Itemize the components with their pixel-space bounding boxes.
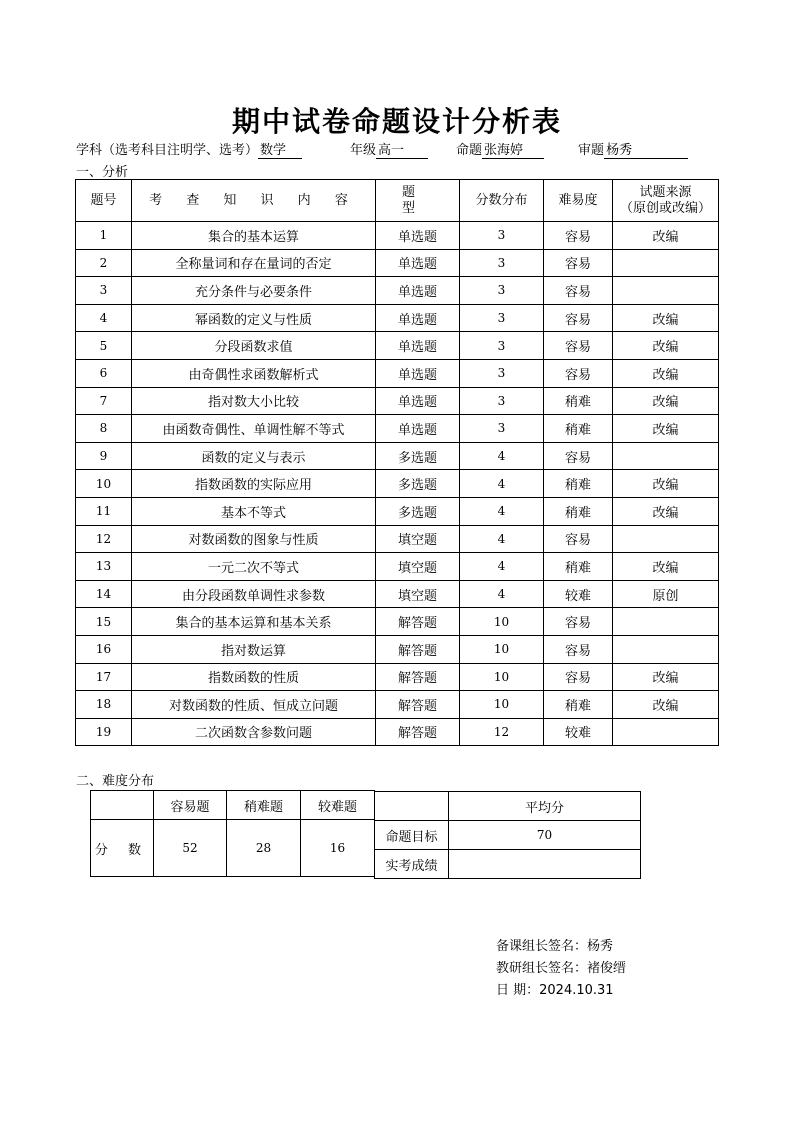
cell-type: 单选题 [376, 222, 460, 250]
table-row [76, 415, 719, 443]
header-source-line2: （原创或改编） [619, 200, 711, 216]
cell-score: 3 [460, 249, 544, 277]
table-row [76, 718, 719, 746]
difficulty-header-hard: 较难题 [301, 791, 375, 820]
cell-type: 单选题 [376, 332, 460, 360]
cell-type: 解答题 [376, 635, 460, 663]
cell-content: 指对数运算 [132, 635, 376, 663]
difficulty-value-medium: 28 [227, 820, 301, 877]
cell-content: 由函数奇偶性、单调性解不等式 [132, 415, 376, 443]
average-table [374, 791, 641, 879]
cell-difficulty: 容易 [544, 222, 613, 250]
average-corner-cell [375, 792, 449, 821]
analysis-body [76, 222, 719, 746]
cell-score: 10 [460, 635, 544, 663]
table-row [76, 332, 719, 360]
cell-difficulty: 稍难 [544, 387, 613, 415]
cell-content: 集合的基本运算 [132, 222, 376, 250]
cell-content: 由分段函数单调性求参数 [132, 580, 376, 608]
cell-source: 改编 [613, 691, 719, 719]
cell-source [613, 608, 719, 636]
cell-no: 8 [76, 415, 132, 443]
cell-score: 4 [460, 525, 544, 553]
cell-content: 幂函数的定义与性质 [132, 304, 376, 332]
cell-difficulty: 容易 [544, 525, 613, 553]
cell-source [613, 635, 719, 663]
cell-score: 10 [460, 663, 544, 691]
cell-no: 5 [76, 332, 132, 360]
section-difficulty-title: 二、难度分布 [76, 774, 155, 789]
table-row [76, 525, 719, 553]
cell-difficulty: 稍难 [544, 415, 613, 443]
cell-type: 单选题 [376, 415, 460, 443]
cell-score: 4 [460, 497, 544, 525]
cell-type: 单选题 [376, 387, 460, 415]
cell-no: 15 [76, 608, 132, 636]
cell-type: 多选题 [376, 497, 460, 525]
cell-no: 3 [76, 277, 132, 305]
cell-source: 改编 [613, 497, 719, 525]
difficulty-value-easy: 52 [154, 820, 227, 877]
cell-difficulty: 容易 [544, 635, 613, 663]
cell-type: 解答题 [376, 691, 460, 719]
cell-type: 填空题 [376, 580, 460, 608]
cell-source [613, 525, 719, 553]
cell-source: 改编 [613, 332, 719, 360]
cell-score: 3 [460, 332, 544, 360]
cell-content: 指数函数的实际应用 [132, 470, 376, 498]
cell-no: 13 [76, 553, 132, 581]
header-content: 考 查 知 识 内 容 [132, 180, 376, 222]
cell-content: 分段函数求值 [132, 332, 376, 360]
cell-no: 4 [76, 304, 132, 332]
cell-source: 改编 [613, 304, 719, 332]
cell-difficulty: 较难 [544, 718, 613, 746]
cell-source [613, 718, 719, 746]
cell-no: 11 [76, 497, 132, 525]
table-row [76, 691, 719, 719]
cell-type: 多选题 [376, 442, 460, 470]
info-line [76, 139, 688, 159]
cell-source: 改编 [613, 663, 719, 691]
cell-content: 指对数大小比较 [132, 387, 376, 415]
cell-difficulty: 容易 [544, 608, 613, 636]
header-difficulty: 难易度 [544, 180, 613, 222]
average-target-row [375, 821, 641, 850]
cell-no: 10 [76, 470, 132, 498]
analysis-header-row [76, 180, 719, 222]
table-row [76, 249, 719, 277]
prep-leader-signature: 备课组长签名：杨秀 [496, 939, 614, 954]
table-row [76, 387, 719, 415]
difficulty-row-label: 分 数 [91, 820, 154, 877]
average-target-value: 70 [449, 821, 641, 850]
cell-type: 填空题 [376, 553, 460, 581]
cell-score: 4 [460, 580, 544, 608]
cell-content: 充分条件与必要条件 [132, 277, 376, 305]
cell-source: 改编 [613, 553, 719, 581]
date-line: 日 期：2024.10.31 [496, 983, 614, 998]
cell-type: 单选题 [376, 359, 460, 387]
reviewer-label: 审题 [578, 143, 605, 158]
cell-difficulty: 稍难 [544, 470, 613, 498]
cell-score: 3 [460, 359, 544, 387]
cell-type: 填空题 [376, 525, 460, 553]
cell-type: 解答题 [376, 718, 460, 746]
cell-score: 3 [460, 277, 544, 305]
average-header: 平均分 [449, 792, 641, 821]
cell-source: 改编 [613, 222, 719, 250]
cell-score: 3 [460, 387, 544, 415]
header-no: 题号 [76, 180, 132, 222]
cell-no: 6 [76, 359, 132, 387]
difficulty-header-easy: 容易题 [154, 791, 227, 820]
cell-difficulty: 稍难 [544, 553, 613, 581]
cell-no: 12 [76, 525, 132, 553]
cell-content: 指数函数的性质 [132, 663, 376, 691]
cell-source [613, 442, 719, 470]
cell-difficulty: 容易 [544, 277, 613, 305]
cell-score: 10 [460, 691, 544, 719]
cell-type: 单选题 [376, 249, 460, 277]
cell-no: 1 [76, 222, 132, 250]
reviewer-value: 杨秀 [604, 144, 688, 159]
cell-score: 10 [460, 608, 544, 636]
header-type: 题 型 [376, 180, 460, 222]
average-target-label: 命题目标 [375, 821, 449, 850]
analysis-table [75, 179, 719, 746]
author-label: 命题 [456, 143, 483, 158]
cell-score: 4 [460, 553, 544, 581]
table-row [76, 635, 719, 663]
cell-source [613, 277, 719, 305]
section-analysis-title: 一、分析 [76, 165, 129, 180]
table-row [76, 277, 719, 305]
cell-difficulty: 容易 [544, 249, 613, 277]
cell-content: 由奇偶性求函数解析式 [132, 359, 376, 387]
cell-score: 3 [460, 222, 544, 250]
cell-difficulty: 稍难 [544, 691, 613, 719]
cell-source: 改编 [613, 470, 719, 498]
research-leader-signature: 教研组长签名：褚俊缙 [496, 961, 627, 976]
cell-type: 解答题 [376, 663, 460, 691]
cell-score: 12 [460, 718, 544, 746]
cell-score: 3 [460, 304, 544, 332]
cell-no: 2 [76, 249, 132, 277]
cell-source [613, 249, 719, 277]
table-row [76, 470, 719, 498]
table-row [76, 304, 719, 332]
author-value: 张海婷 [482, 144, 544, 159]
cell-difficulty: 容易 [544, 442, 613, 470]
cell-score: 4 [460, 442, 544, 470]
average-actual-label: 实考成绩 [375, 850, 449, 879]
cell-content: 全称量词和存在量词的否定 [132, 249, 376, 277]
difficulty-corner-cell [91, 791, 154, 820]
table-row [76, 359, 719, 387]
table-row [76, 663, 719, 691]
cell-type: 解答题 [376, 608, 460, 636]
average-header-row [375, 792, 641, 821]
cell-type: 多选题 [376, 470, 460, 498]
cell-source: 改编 [613, 359, 719, 387]
cell-no: 7 [76, 387, 132, 415]
difficulty-score-row [91, 820, 375, 877]
cell-type: 单选题 [376, 304, 460, 332]
cell-source: 原创 [613, 580, 719, 608]
cell-content: 一元二次不等式 [132, 553, 376, 581]
cell-difficulty: 较难 [544, 580, 613, 608]
subject-value: 数学 [258, 144, 302, 159]
cell-content: 对数函数的性质、恒成立问题 [132, 691, 376, 719]
header-source-line1: 试题来源 [639, 184, 692, 200]
average-actual-row [375, 850, 641, 879]
cell-no: 19 [76, 718, 132, 746]
table-row [76, 553, 719, 581]
cell-no: 18 [76, 691, 132, 719]
cell-content: 二次函数含参数问题 [132, 718, 376, 746]
table-row [76, 608, 719, 636]
header-score: 分数分布 [460, 180, 544, 222]
table-row [76, 222, 719, 250]
cell-difficulty: 容易 [544, 304, 613, 332]
cell-content: 函数的定义与表示 [132, 442, 376, 470]
difficulty-value-hard: 16 [301, 820, 375, 877]
cell-difficulty: 容易 [544, 663, 613, 691]
difficulty-table [90, 790, 375, 877]
cell-type: 单选题 [376, 277, 460, 305]
cell-no: 9 [76, 442, 132, 470]
cell-no: 14 [76, 580, 132, 608]
cell-source: 改编 [613, 387, 719, 415]
page-title: 期中试卷命题设计分析表 [231, 105, 562, 138]
cell-score: 3 [460, 415, 544, 443]
cell-source: 改编 [613, 415, 719, 443]
cell-no: 17 [76, 663, 132, 691]
table-row [76, 442, 719, 470]
average-actual-value [449, 850, 641, 879]
grade-label: 年级 [350, 143, 377, 158]
table-row [76, 497, 719, 525]
header-source [613, 180, 719, 222]
cell-content: 集合的基本运算和基本关系 [132, 608, 376, 636]
cell-score: 4 [460, 470, 544, 498]
cell-difficulty: 容易 [544, 359, 613, 387]
subject-label: 学科（选考科目注明学、选考） [76, 143, 259, 158]
cell-content: 对数函数的图象与性质 [132, 525, 376, 553]
difficulty-header-row [91, 791, 375, 820]
difficulty-header-medium: 稍难题 [227, 791, 301, 820]
grade-value: 高一 [376, 144, 428, 159]
cell-no: 16 [76, 635, 132, 663]
cell-difficulty: 容易 [544, 332, 613, 360]
table-row [76, 580, 719, 608]
cell-difficulty: 稍难 [544, 497, 613, 525]
cell-content: 基本不等式 [132, 497, 376, 525]
